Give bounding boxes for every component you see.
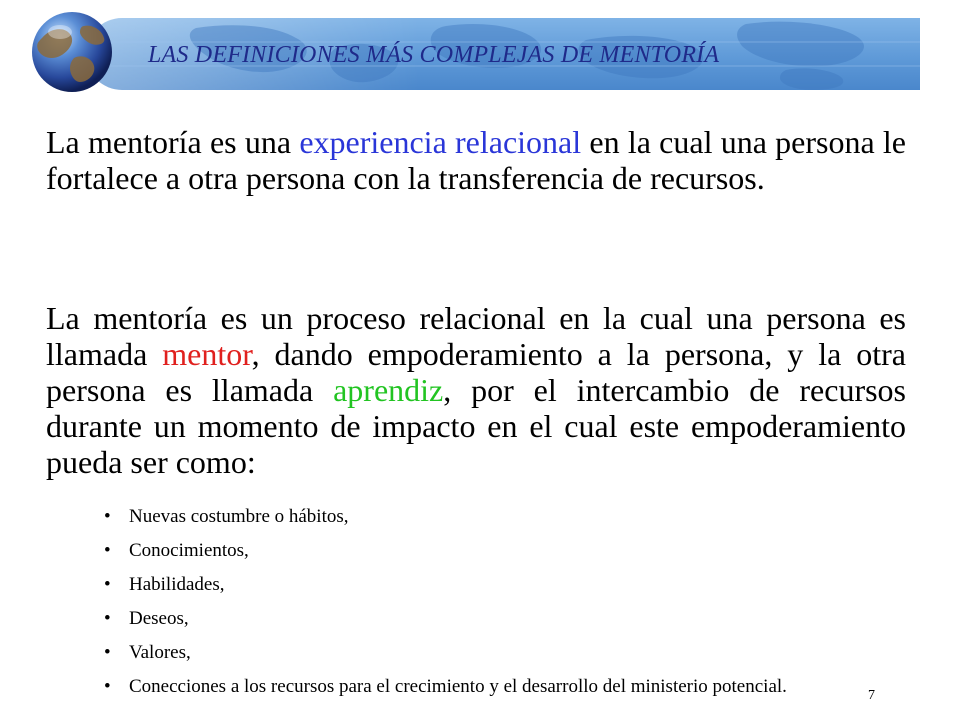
bullet-list	[104, 505, 844, 709]
paragraph-definition-1	[46, 124, 906, 196]
bullet-text: Deseos,	[129, 608, 189, 629]
page-number: 7	[868, 688, 875, 703]
bullet-text: Conocimientos,	[129, 540, 249, 561]
bullet-text: Nuevas costumbre o hábitos,	[129, 506, 349, 527]
paragraph-1-before: La mentoría es una	[46, 124, 300, 160]
paragraph-2-part-3: , por el intercambio de recursos durante un momento de impacto en el cual este empoderamiento pueda ser como:	[46, 372, 907, 480]
paragraph-definition-2	[46, 300, 906, 480]
globe-icon	[28, 8, 116, 96]
bullet-text: Valores,	[129, 642, 191, 663]
bullet-icon: •	[104, 676, 111, 697]
bullet-icon: •	[104, 540, 111, 561]
bullet-icon: •	[104, 574, 111, 595]
bullet-item	[104, 505, 844, 539]
bullet-item	[104, 539, 844, 573]
bullet-item	[104, 675, 844, 709]
slide-title: LAS DEFINICIONES MÁS COMPLEJAS DE MENTORÍA	[148, 42, 720, 68]
paragraph-2-part-2: , dando empoderamiento a la persona, y la otra persona es llamada	[46, 336, 907, 408]
highlight-aprendiz: aprendiz	[333, 372, 444, 408]
paragraph-1-after: en la cual una persona le fortalece a otra persona con la transferencia de recursos.	[46, 124, 907, 196]
highlight-experiencia-relacional: experiencia relacional	[299, 124, 582, 160]
bullet-item	[104, 607, 844, 641]
bullet-icon: •	[104, 608, 111, 629]
bullet-icon: •	[104, 506, 111, 527]
highlight-mentor: mentor	[162, 336, 252, 372]
title-banner	[86, 18, 920, 90]
bullet-text: Habilidades,	[129, 574, 225, 595]
bullet-item	[104, 641, 844, 675]
paragraph-2-part-1: La mentoría es un proceso relacional en la cual una persona es llamada	[46, 300, 906, 372]
bullet-icon: •	[104, 642, 111, 663]
bullet-text: Conecciones a los recursos para el crecimiento y el desarrollo del ministerio potencial.	[129, 676, 787, 697]
bullet-item	[104, 573, 844, 607]
